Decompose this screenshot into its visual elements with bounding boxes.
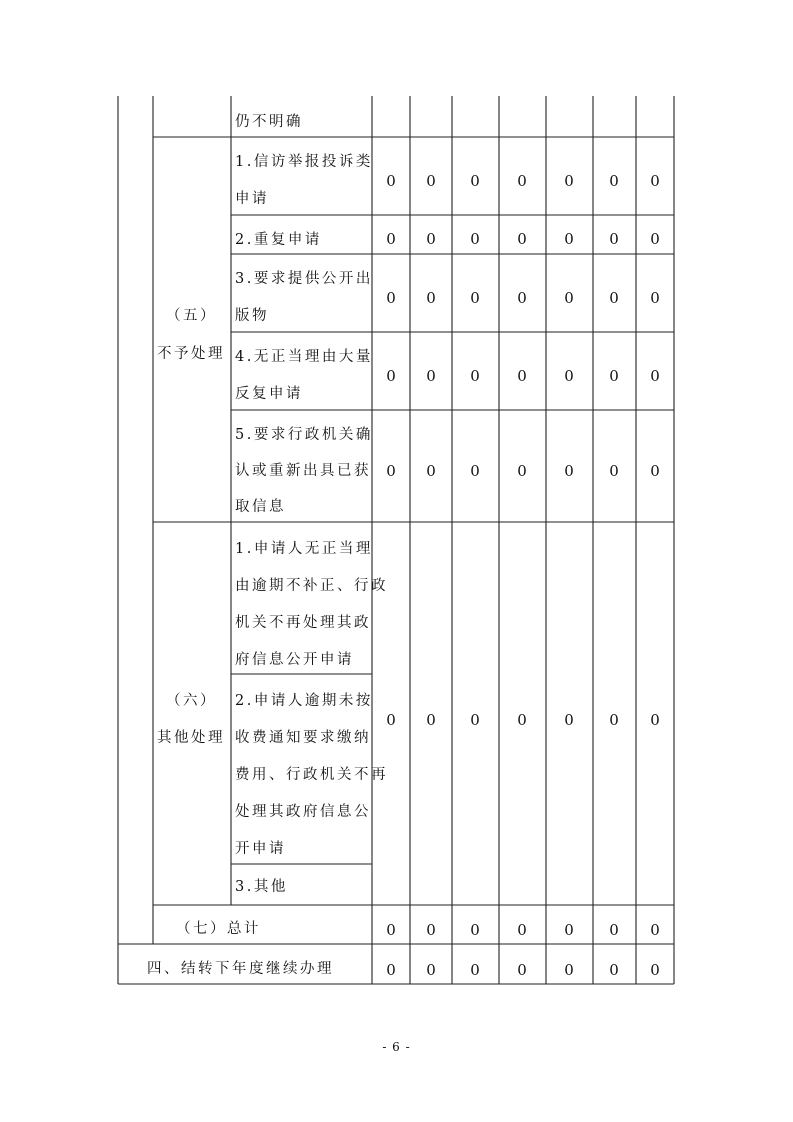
group5-item1-line1: 1.信访举报投诉类 — [235, 154, 373, 170]
value-cell: 0 — [517, 921, 527, 939]
value-cell: 0 — [609, 172, 619, 190]
value-cell: 0 — [650, 367, 660, 385]
value-cell: 0 — [426, 921, 436, 939]
value-cell: 0 — [386, 367, 396, 385]
value-cell: 0 — [426, 367, 436, 385]
value-cell: 0 — [517, 462, 527, 480]
value-cell: 0 — [609, 289, 619, 307]
group5-item4-line2: 反复申请 — [235, 386, 303, 402]
value-cell: 0 — [650, 289, 660, 307]
group5-item4-line1: 4.无正当理由大量 — [235, 349, 373, 365]
value-cell: 0 — [609, 961, 619, 979]
value-cell: 0 — [564, 921, 574, 939]
value-cell: 0 — [517, 961, 527, 979]
value-cell: 0 — [650, 230, 660, 248]
value-cell: 0 — [386, 289, 396, 307]
value-cell: 0 — [426, 172, 436, 190]
row-unclear-label: 仍不明确 — [235, 114, 303, 130]
group5-item2-line1: 2.重复申请 — [235, 232, 322, 248]
value-cell: 0 — [650, 462, 660, 480]
value-cell: 0 — [609, 230, 619, 248]
value-cell: 0 — [426, 462, 436, 480]
value-cell: 0 — [426, 289, 436, 307]
value-cell: 0 — [426, 711, 436, 729]
value-cell: 0 — [564, 289, 574, 307]
value-cell: 0 — [517, 172, 527, 190]
value-cell: 0 — [470, 711, 480, 729]
value-cell: 0 — [564, 367, 574, 385]
value-cell: 0 — [470, 462, 480, 480]
value-cell: 0 — [650, 961, 660, 979]
value-cell: 0 — [386, 462, 396, 480]
value-cell: 0 — [609, 367, 619, 385]
value-cell: 0 — [609, 711, 619, 729]
value-cell: 0 — [650, 921, 660, 939]
group6-item2-line1: 2.申请人逾期未按 — [235, 693, 373, 709]
group6-item2-line5: 开申请 — [235, 841, 286, 857]
group5-item3-line2: 版物 — [235, 308, 269, 324]
carryover-row-label: 四、结转下年度继续办理 — [147, 961, 334, 977]
value-cell: 0 — [386, 961, 396, 979]
group5-item5-line3: 取信息 — [235, 499, 286, 515]
group5-label-line1: （五） — [166, 308, 217, 324]
group6-item2-line4: 处理其政府信息公 — [235, 804, 371, 820]
value-cell: 0 — [426, 961, 436, 979]
value-cell: 0 — [386, 921, 396, 939]
value-cell: 0 — [650, 172, 660, 190]
group6-item3-line1: 3.其他 — [235, 879, 288, 895]
value-cell: 0 — [386, 230, 396, 248]
value-cell: 0 — [386, 172, 396, 190]
value-cell: 0 — [564, 230, 574, 248]
group6-label-line1: （六） — [166, 693, 217, 709]
value-cell: 0 — [470, 172, 480, 190]
value-cell: 0 — [609, 921, 619, 939]
value-cell: 0 — [470, 921, 480, 939]
value-cell: 0 — [470, 230, 480, 248]
value-cell: 0 — [564, 172, 574, 190]
group5-item3-line1: 3.要求提供公开出 — [235, 271, 373, 287]
value-cell: 0 — [650, 711, 660, 729]
value-cell: 0 — [564, 711, 574, 729]
value-cell: 0 — [517, 367, 527, 385]
group6-label-line2: 其他处理 — [157, 730, 225, 746]
group6-item2-line2: 收费通知要求缴纳 — [235, 730, 371, 746]
value-cell: 0 — [517, 289, 527, 307]
group6-item1-line1: 1.申请人无正当理 — [235, 541, 373, 557]
value-cell: 0 — [564, 961, 574, 979]
group6-item1-line3: 机关不再处理其政 — [235, 615, 371, 631]
value-cell: 0 — [517, 230, 527, 248]
total-row-label: （七）总计 — [176, 921, 261, 937]
group5-item5-line1: 5.要求行政机关确 — [235, 427, 373, 443]
value-cell: 0 — [470, 961, 480, 979]
group6-item1-line4: 府信息公开申请 — [235, 652, 354, 668]
group5-item5-line2: 认或重新出具已获 — [235, 463, 371, 479]
value-cell: 0 — [517, 711, 527, 729]
value-cell: 0 — [386, 711, 396, 729]
value-cell: 0 — [470, 289, 480, 307]
group5-item1-line2: 申请 — [235, 191, 269, 207]
value-cell: 0 — [426, 230, 436, 248]
value-cell: 0 — [470, 367, 480, 385]
value-cell: 0 — [564, 462, 574, 480]
value-cell: 0 — [609, 462, 619, 480]
group6-item2-line3: 费用、行政机关不再 — [235, 767, 388, 783]
group6-item1-line2: 由逾期不补正、行政 — [235, 578, 388, 594]
group5-label-line2: 不予处理 — [157, 346, 225, 362]
page-number: - 6 - — [382, 1040, 411, 1054]
